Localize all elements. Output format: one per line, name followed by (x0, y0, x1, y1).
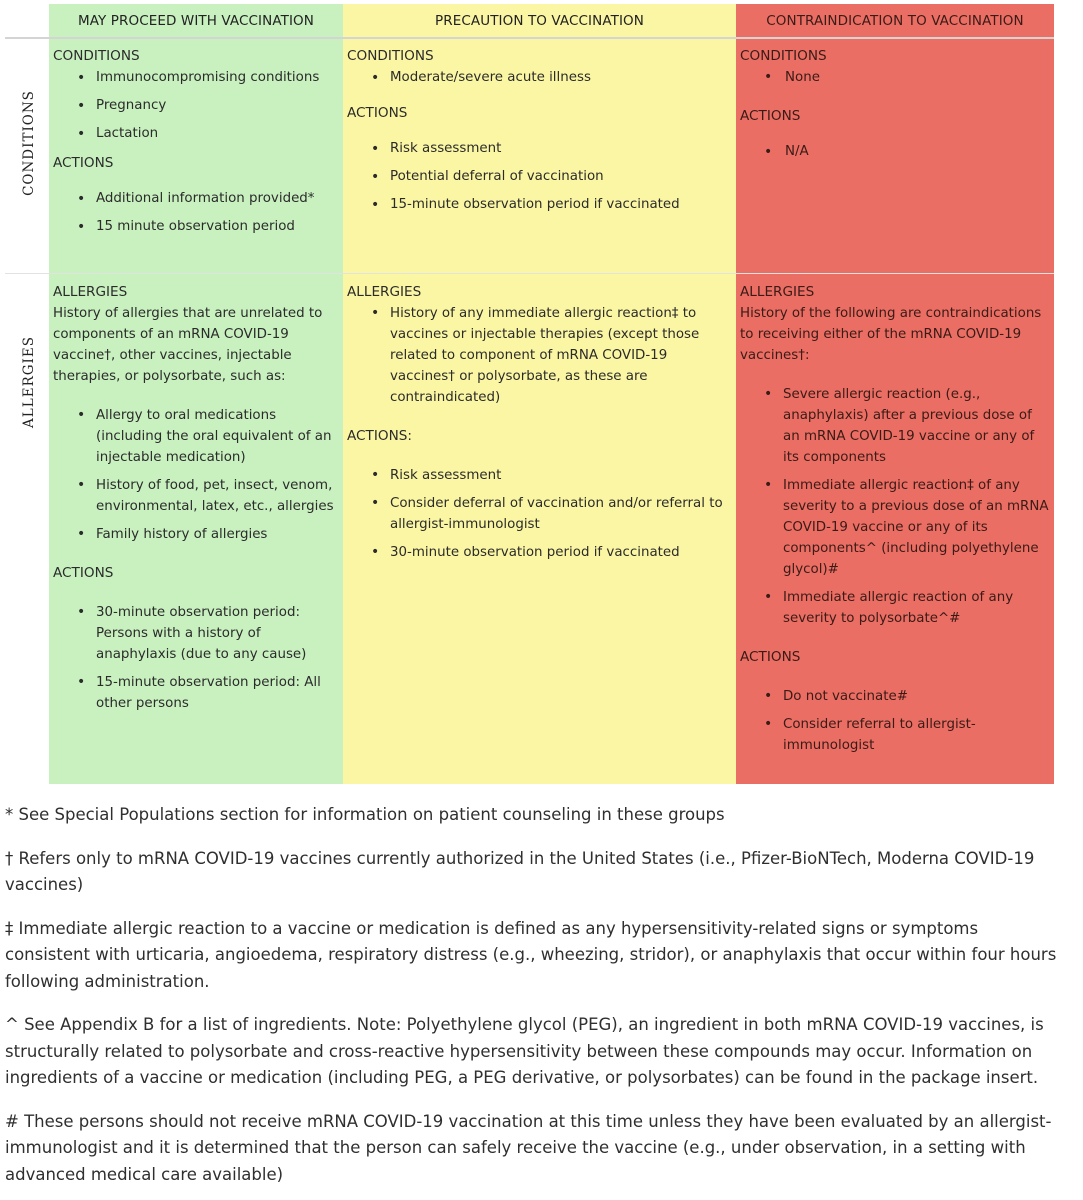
section-title: CONDITIONS (53, 48, 140, 64)
section-title: ACTIONS: (347, 428, 412, 444)
list-item: • Family history of allergies (53, 524, 339, 545)
allergies-text: History of the following are contraindications to receiving either of the mRNA COVID-19 vaccines†: (740, 306, 1042, 363)
list-item: • N/A (740, 138, 1050, 166)
section-title: ALLERGIES (347, 284, 422, 300)
header-divider (5, 37, 1054, 39)
list-item: • Moderate/severe acute illness (347, 64, 732, 92)
list-item: • Do not vaccinate# (740, 686, 1050, 707)
header-proceed: MAY PROCEED WITH VACCINATION (78, 13, 314, 29)
list-item: • Risk assessment (347, 135, 732, 163)
row-divider (5, 273, 1054, 274)
list-item: • 15-minute observation period if vaccinated (347, 191, 732, 219)
list-item: • Severe allergic reaction (e.g., anaphylaxis) after a previous dose of an mRNA COVID-19 vaccine or any of its components (740, 384, 1050, 468)
section-title: CONDITIONS (740, 48, 827, 64)
list-item: • 30-minute observation period: Persons with a history of anaphylaxis (due to any cause) (53, 602, 339, 665)
row-label-conditions: CONDITIONS (21, 90, 37, 196)
list-item: • Pregnancy (53, 92, 339, 120)
section-title: ACTIONS (740, 649, 801, 665)
list-item: • Risk assessment (347, 465, 732, 486)
contraindication-allergies-cell (740, 282, 1050, 756)
list-item: • Consider referral to allergist-immunologist (740, 714, 1050, 756)
contraindication-conditions-cell (740, 46, 1050, 166)
list-item: • Immediate allergic reaction‡ of any severity to a previous dose of an mRNA COVID-19 vaccine or any of its components^ (including polyethylene glycol)# (740, 475, 1050, 580)
proceed-allergies-cell (53, 282, 339, 714)
list-item: • History of food, pet, insect, venom, environmental, latex, etc., allergies (53, 475, 339, 517)
section-title: ACTIONS (347, 105, 408, 121)
footnote: ^ See Appendix B for a list of ingredients. Note: Polyethylene glycol (PEG), an ingredient in both mRNA COVID-19 vaccines, is structurally related to polysorbate and cross-reactive hypersensitivity between these compounds may occur. Information on ingredients of a vaccine or medication (including PEG, a PEG derivative, or polysorbates) can be found in the package insert. (5, 1015, 1044, 1087)
proceed-conditions-cell (53, 46, 339, 241)
section-title: ACTIONS (53, 565, 114, 581)
list-item: • Additional information provided* (53, 185, 339, 213)
section-title: ACTIONS (53, 155, 114, 171)
precaution-allergies-cell (347, 282, 732, 563)
allergies-text: History of allergies that are unrelated to components of an mRNA COVID-19 vaccine†, other vaccines, injectable therapies, or polysorbate, such as: (53, 306, 323, 384)
footnote: # These persons should not receive mRNA COVID-19 vaccination at this time unless they have been evaluated by an allergist-immunologist and it is determined that the person can safely receive the vaccine (e.g., under observation, in a setting with advanced medical care available) (5, 1111, 1052, 1184)
list-item: • 15-minute observation period: All other persons (53, 672, 339, 714)
list-item: • Immunocompromising conditions (53, 64, 339, 92)
list-item: • 15 minute observation period (53, 213, 339, 241)
list-item: • History of any immediate allergic reaction‡ to vaccines or injectable therapies (except those related to component of mRNA COVID-19 vaccines† or polysorbate, as these are contraindicated) (347, 303, 724, 408)
footnotes (5, 802, 1065, 1188)
section-title: ALLERGIES (53, 284, 128, 300)
list-item: • 30-minute observation period if vaccinated (347, 542, 732, 563)
section-title: CONDITIONS (347, 48, 434, 64)
list-item: • Immediate allergic reaction of any severity to polysorbate^# (740, 587, 1050, 629)
row-label-allergies: ALLERGIES (21, 336, 37, 428)
footnote: † Refers only to mRNA COVID-19 vaccines currently authorized in the United States (i.e., Pfizer-BioNTech, Moderna COVID-19 vaccines) (5, 848, 1035, 894)
precaution-conditions-cell (347, 46, 732, 219)
section-title: ACTIONS (740, 108, 801, 124)
list-item: • Allergy to oral medications (including the oral equivalent of an injectable medication) (53, 405, 339, 468)
list-item: • Lactation (53, 120, 339, 148)
header-precaution: PRECAUTION TO VACCINATION (435, 13, 644, 29)
footnote: ‡ Immediate allergic reaction to a vaccine or medication is defined as any hypersensitivity-related signs or symptoms consistent with urticaria, angioedema, respiratory distress (e.g., wheezing, stridor), or anaphylaxis that occur within four hours following administration. (5, 918, 1057, 991)
section-title: ALLERGIES (740, 284, 815, 300)
header-contraindication: CONTRAINDICATION TO VACCINATION (766, 13, 1024, 29)
list-item: • Consider deferral of vaccination and/or referral to allergist-immunologist (347, 493, 732, 535)
list-item: • None (740, 67, 1050, 88)
list-item: • Potential deferral of vaccination (347, 163, 732, 191)
footnote: * See Special Populations section for information on patient counseling in these groups (5, 805, 725, 824)
